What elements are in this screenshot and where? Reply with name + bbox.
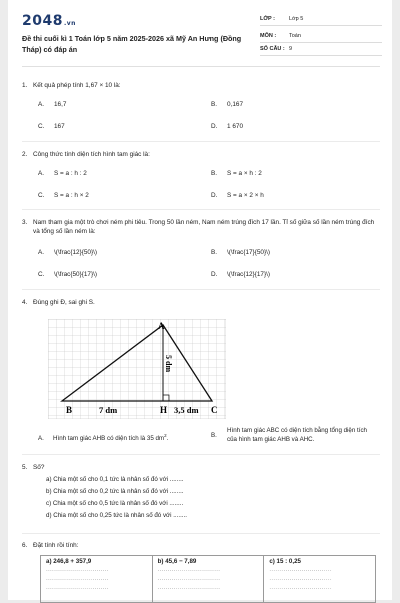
- q2-option-a[interactable]: A. S = a : h : 2: [38, 170, 87, 177]
- q5-item-c[interactable]: c) Chia một số cho 0,5 tức là nhân số đó với ........: [46, 500, 184, 507]
- calc-label: b) 45,6 − 7,89: [157, 558, 197, 565]
- calc-cell-c[interactable]: [264, 556, 376, 603]
- grid-background: [48, 319, 226, 419]
- header-divider: [22, 66, 380, 67]
- q3-option-b[interactable]: B. \(\frac{17}{50}\): [211, 249, 270, 256]
- q5-item-b[interactable]: b) Chia một số cho 0,2 tức là nhân số đó với ........: [46, 488, 184, 495]
- answer-dots: ...............................: [269, 584, 332, 591]
- vertex-c-label: C: [211, 405, 218, 415]
- meta-grade: LỚP : Lớp 5: [260, 14, 382, 26]
- base-bh-label: 7 dm: [99, 405, 118, 415]
- q3-option-d[interactable]: D. \(\frac{12}{17}\): [211, 271, 270, 278]
- q4-statement-b-letter: B.: [211, 432, 217, 439]
- question-number: 2.: [22, 151, 28, 158]
- divider: [22, 141, 380, 142]
- question-text: Nam tham gia một trò chơi ném phi tiêu. Trong 50 lần ném, Nam ném trúng đích 17 lần. Tỉ số giữa số lần ném trúng đích và tổng số lần ném là:: [33, 219, 375, 235]
- question-number: 3.: [22, 219, 28, 226]
- answer-dots: ...............................: [269, 575, 332, 582]
- answer-dots: ...............................: [46, 566, 109, 573]
- meta-subject: MÔN : Toán: [260, 31, 382, 43]
- question-text: Công thức tính diện tích hình tam giác là:: [33, 151, 150, 158]
- site-logo[interactable]: 2048.vn: [22, 13, 76, 29]
- q4-statement-b[interactable]: Hình tam giác ABC có diện tích bằng tổng diện tích của hình tam giác AHB và AHC.: [227, 427, 367, 443]
- answer-dots: ...............................: [46, 575, 109, 582]
- answer-dots: ...............................: [46, 584, 109, 591]
- q1-option-b[interactable]: B. 0,167: [211, 101, 243, 108]
- divider: [22, 454, 380, 455]
- question-number: 4.: [22, 299, 28, 306]
- calculation-table: [40, 555, 376, 603]
- q5-item-a[interactable]: a) Chia một số cho 0,1 tức là nhân số đó với ........: [46, 476, 184, 483]
- question-text: Đặt tính rồi tính:: [33, 542, 79, 549]
- q5-item-d[interactable]: d) Chia một số cho 0,25 tức là nhân số đó với ........: [46, 512, 187, 519]
- q2-option-c[interactable]: C. S = a : h × 2: [38, 192, 89, 199]
- divider: [22, 533, 380, 534]
- q3-option-a[interactable]: A. \(\frac{12}{50}\): [38, 249, 97, 256]
- segment-hc-label: 3,5 dm: [174, 405, 199, 415]
- answer-dots: ...............................: [157, 575, 221, 582]
- question-number: 6.: [22, 542, 28, 549]
- exam-title: Đề thi cuối kì 1 Toán lớp 5 năm 2025-2026 xã Mỹ An Hưng (Đồng Tháp) có đáp án: [22, 34, 242, 54]
- question-text: Kết quả phép tính 1,67 × 10 là:: [33, 82, 121, 89]
- calc-label: a) 246,8 + 357,9: [46, 558, 92, 565]
- calc-cell-a[interactable]: [41, 556, 153, 603]
- calc-cell-b[interactable]: [152, 556, 264, 603]
- answer-dots: ...............................: [157, 584, 221, 591]
- q2-option-b[interactable]: B. S = a × h : 2: [211, 170, 262, 177]
- q4-statement-a[interactable]: A. Hình tam giác AHB có diện tích là 35 $dm^2$.: [38, 433, 169, 443]
- answer-dots: ...............................: [157, 566, 221, 573]
- q2-option-d[interactable]: D. S = a × 2 × h: [211, 192, 264, 199]
- question-text: Đúng ghi Đ, sai ghi S.: [33, 299, 95, 306]
- calc-label: c) 15 : 0,25: [269, 558, 301, 565]
- height-label: 5 dm: [164, 355, 173, 373]
- meta-question-count: SỐ CÂU : 9: [260, 44, 382, 56]
- q1-option-a[interactable]: A. 16,7: [38, 101, 67, 108]
- vertex-h-label: H: [160, 405, 168, 415]
- q3-option-c[interactable]: C. \(\frac{50}{17}\): [38, 271, 97, 278]
- q1-option-d[interactable]: D. 1 670: [211, 123, 243, 130]
- divider: [22, 209, 380, 210]
- question-number: 1.: [22, 82, 28, 89]
- question-text: Số?: [33, 464, 45, 471]
- vertex-b-label: B: [66, 405, 73, 415]
- exam-page: [8, 0, 392, 600]
- triangle-figure: [48, 319, 226, 419]
- divider: [22, 289, 380, 290]
- q1-option-c[interactable]: C. 167: [38, 123, 65, 130]
- question-number: 5.: [22, 464, 28, 471]
- vertex-a-label: A: [158, 321, 165, 331]
- answer-dots: ...............................: [269, 566, 332, 573]
